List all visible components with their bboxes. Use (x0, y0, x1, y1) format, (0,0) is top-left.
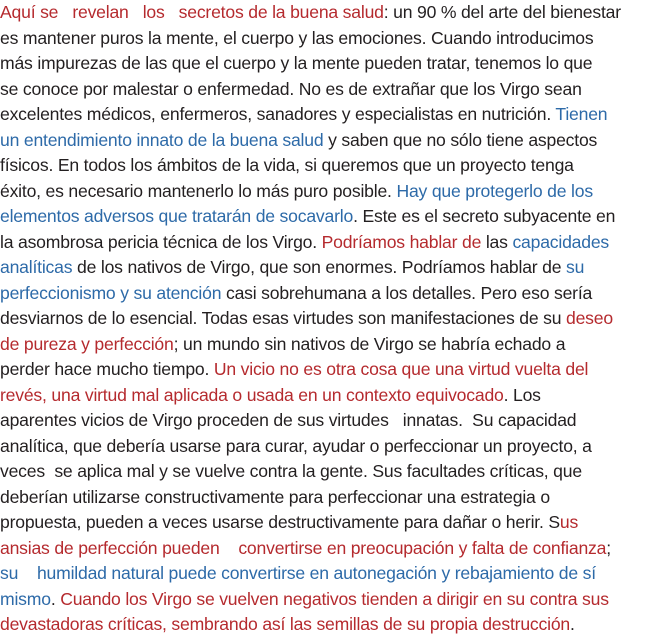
highlighted-text-segment: devastadoras críticas, sembrando así las semillas de su propia destrucción (0, 614, 570, 634)
text-line (0, 26, 660, 52)
text-line (0, 102, 660, 128)
text-line (0, 0, 660, 26)
highlighted-text-segment: Podríamos hablar de (321, 231, 482, 252)
text-line (0, 153, 660, 179)
highlighted-text-segment: elementos adversos que tratarán de socavarlo (0, 206, 354, 226)
text-segment: la asombrosa pericia técnica de los Virgo. (0, 231, 322, 252)
highlighted-text-segment: un entendimiento innato de la buena salud (0, 129, 324, 150)
text-line (0, 51, 660, 77)
text-line (0, 332, 660, 358)
text-segment: ; (606, 537, 611, 558)
highlighted-text-segment: Un vicio no es otra cosa que una virtud vuelta del (213, 359, 589, 379)
text-line (0, 459, 660, 485)
text-segment: propuesta, pueden a veces usarse destructivamente para dañar o herir. S (0, 512, 560, 532)
text-segment: y saben que no sólo tiene aspectos (323, 129, 598, 150)
text-segment: las (481, 231, 513, 252)
highlighted-text-segment: ansias de perfección pueden convertirse en preocupación y falta de confianza (0, 537, 607, 558)
text-line (0, 408, 660, 434)
highlighted-text-segment: su (566, 257, 585, 277)
text-line (0, 281, 660, 307)
text-segment: perder hace mucho tiempo. (0, 359, 214, 379)
highlighted-text-segment: us (559, 512, 579, 532)
text-line (0, 510, 660, 536)
text-line (0, 255, 660, 281)
highlighted-text-segment: analíticas (0, 257, 73, 277)
text-segment: es mantener puros la mente, el cuerpo y las emociones. Cuando introducimos (0, 27, 594, 48)
text-segment: excelentes médicos, enfermeros, sanadores y especialistas en nutrición. (0, 104, 556, 124)
text-segment: . (570, 614, 575, 634)
text-segment: deberían utilizarse constructivamente para perfeccionar una estrategia o (0, 486, 550, 507)
text-line (0, 230, 660, 256)
text-segment: más impurezas de las que el cuerpo y la mente pueden tratar, tenemos lo que (0, 53, 593, 73)
highlighted-text-segment: capacidades (512, 231, 610, 252)
text-line (0, 306, 660, 332)
text-line (0, 612, 660, 638)
text-line (0, 536, 660, 562)
text-line (0, 77, 660, 103)
text-line (0, 357, 660, 383)
highlighted-text-segment: Aquí se revelan los secretos de la buena salud (0, 2, 384, 22)
text-segment: aparentes vicios de Virgo proceden de sus virtudes innatas. Su capacidad (0, 410, 577, 430)
highlighted-text-segment: revés, una virtud mal aplicada o usada en un contexto equivocado (0, 384, 504, 405)
highlighted-text-segment: humildad natural puede convertirse en autonegación y rebajamiento de sí (36, 563, 596, 583)
text-line (0, 434, 660, 460)
text-segment: se conoce por malestar o enfermedad. No es de extrañar que los Virgo sean (0, 78, 582, 99)
text-segment: analítica, que debería usarse para curar, ayudar o perfeccionar un proyecto, a (0, 435, 592, 456)
text-segment: . Los (503, 384, 541, 405)
text-segment: ; un mundo sin nativos de Virgo se habría echado a (173, 333, 566, 354)
text-line (0, 587, 660, 613)
text-line (0, 485, 660, 511)
text-segment: físicos. En todos los ámbitos de la vida, si queremos que un proyecto tenga (0, 155, 574, 175)
text-segment: veces se aplica mal y se vuelve contra la gente. Sus facultades críticas, que (0, 461, 582, 481)
highlighted-text-segment: deseo (566, 308, 613, 328)
text-line (0, 179, 660, 205)
text-segment: . Este es el secreto subyacente en (353, 206, 616, 226)
highlighted-text-segment: su (0, 563, 37, 583)
text-segment: . (50, 588, 61, 609)
text-segment: desviarnos de lo esencial. Todas esas virtudes son manifestaciones de su (0, 308, 567, 328)
highlighted-text-segment: mismo (0, 588, 51, 609)
text-segment: : un 90 % del arte del bienestar (383, 2, 621, 22)
highlighted-text-segment: Hay que protegerlo de los (396, 180, 593, 201)
highlighted-text-segment: Tienen (555, 104, 608, 124)
highlighted-text-segment: perfeccionismo y su atención (0, 282, 222, 303)
text-segment: de los nativos de Virgo, que son enormes. Podríamos hablar de (72, 257, 567, 277)
highlighted-text-segment: Cuando los Virgo se vuelven negativos tienden a dirigir en su contra sus (60, 588, 609, 609)
text-line (0, 204, 660, 230)
text-segment: éxito, es necesario mantenerlo lo más puro posible. (0, 180, 397, 201)
text-line (0, 383, 660, 409)
text-line (0, 561, 660, 587)
text-line (0, 128, 660, 154)
highlighted-text-segment: de pureza y perfección (0, 333, 174, 354)
text-segment: casi sobrehumana a los detalles. Pero eso sería (221, 282, 593, 303)
